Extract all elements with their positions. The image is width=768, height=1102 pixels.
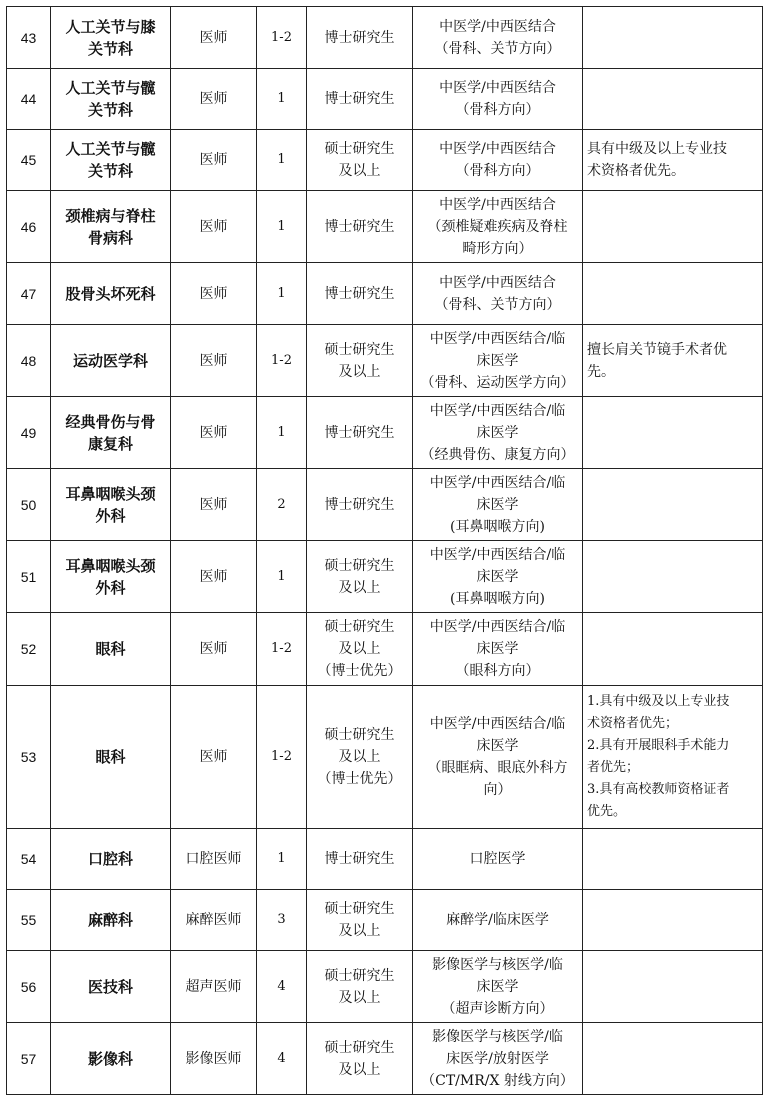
major-line: 中医学/中西医结合/临 [429,716,566,732]
department-line: 眼科 [95,748,126,766]
headcount: 1-2 [257,325,307,397]
major [413,7,583,69]
remarks [583,613,763,686]
education-line: 博士研究生 [324,91,395,107]
major-line: 床医学 [476,568,519,585]
department [51,613,171,686]
major-line: 床医学/放射医学 [446,1050,549,1067]
major-line: 中医学/中西医结合 [439,141,556,157]
major [413,613,583,686]
department-line: 医技科 [87,977,133,996]
education-line: 博士研究生 [324,851,395,867]
remarks [583,325,763,397]
department-line: 骨病科 [87,228,133,247]
education-line: 及以上 [338,579,381,596]
headcount: 1 [257,191,307,263]
education [307,829,413,890]
position: 医师 [171,613,257,686]
headcount: 1 [257,130,307,191]
department [51,69,171,130]
major [413,890,583,951]
department [51,951,171,1023]
department [51,469,171,541]
headcount: 1-2 [257,686,307,829]
position: 医师 [171,69,257,130]
row-number: 57 [7,1023,51,1095]
department-line: 经典骨伤与骨 [65,412,156,431]
table-row [7,1023,763,1095]
education [307,191,413,263]
major-line: （CT/MR/X 射线方向） [421,1072,574,1089]
major [413,1023,583,1095]
education [307,951,413,1023]
education [307,325,413,397]
position: 医师 [171,263,257,325]
remarks [583,829,763,890]
department-line: 股骨头坏死科 [65,284,156,303]
major-line: 中医学/中西医结合/临 [429,619,566,635]
row-number: 51 [7,541,51,613]
row-number: 44 [7,69,51,130]
major [413,397,583,469]
education-line: 博士研究生 [324,218,395,235]
major-line: 床医学 [476,424,519,441]
major-line: （骨科、关节方向） [434,296,561,313]
recruitment-table [6,6,763,1095]
education [307,541,413,613]
major-line: 床医学 [476,978,519,995]
major-line: （颈椎疑难疾病及脊柱 [427,218,568,235]
remarks-line: 2.具有开展眼科手术能力 [587,738,730,753]
headcount: 1 [257,541,307,613]
row-number: 52 [7,613,51,686]
major [413,325,583,397]
department [51,890,171,951]
major-line: 床医学 [476,738,519,754]
major [413,469,583,541]
table-row [7,541,763,613]
major-line: 中医学/中西医结合/临 [429,330,566,347]
remarks [583,130,763,191]
department [51,686,171,829]
remarks [583,191,763,263]
department-line: 人工关节与髋 [65,140,156,158]
position: 医师 [171,397,257,469]
major [413,69,583,130]
major [413,263,583,325]
education [307,613,413,686]
major-line: 麻醉学/临床医学 [446,912,549,928]
table-row [7,951,763,1023]
table-row [7,829,763,890]
remarks [583,890,763,951]
department-line: 关节科 [87,101,133,119]
position: 口腔医师 [171,829,257,890]
education-line: 及以上 [338,163,381,179]
remarks-line: 1.具有中级及以上专业技 [587,694,730,709]
headcount: 4 [257,951,307,1023]
position: 医师 [171,686,257,829]
table-row [7,69,763,130]
major-line: （超声诊断方向） [441,1000,554,1017]
major-line: （骨科方向） [455,163,540,179]
department-line: 康复科 [87,434,133,453]
position: 影像医师 [171,1023,257,1095]
table-row [7,263,763,325]
department [51,263,171,325]
position: 医师 [171,191,257,263]
education [307,7,413,69]
education-line: 博士研究生 [324,424,395,441]
row-number: 56 [7,951,51,1023]
education-line: 及以上 [338,363,381,380]
major-line: （骨科方向） [455,102,540,118]
remarks-line: 具有中级及以上专业技 [587,141,727,157]
major-line: （眼科方向） [455,663,540,679]
major-line: 中医学/中西医结合/临 [429,402,566,419]
education-line: （博士优先） [317,663,402,679]
education-line: 硕士研究生 [324,619,395,635]
major-line: （骨科、运动医学方向） [420,374,575,391]
position: 医师 [171,325,257,397]
department-line: 耳鼻咽喉头颈 [65,556,156,575]
row-number: 53 [7,686,51,829]
position: 超声医师 [171,951,257,1023]
education-line: 硕士研究生 [324,901,395,917]
major-line: 影像医学与核医学/临 [432,956,563,973]
remarks [583,469,763,541]
education [307,1023,413,1095]
headcount: 1 [257,829,307,890]
remarks-line: 擅长肩关节镜手术者优 [587,341,727,358]
row-number: 49 [7,397,51,469]
department-line: 外科 [95,506,126,525]
remarks [583,69,763,130]
education-line: 博士研究生 [324,29,395,46]
major [413,191,583,263]
major-line: 中医学/中西医结合 [439,196,556,213]
education [307,397,413,469]
position: 麻醉医师 [171,890,257,951]
department-line: 颈椎病与脊柱 [65,206,156,225]
table-row [7,613,763,686]
headcount: 4 [257,1023,307,1095]
major-line: 床医学 [476,352,519,369]
major-line: （眼眶病、眼底外科方 [427,760,568,776]
department-line: 口腔科 [87,850,133,868]
education-line: 硕士研究生 [324,341,395,358]
department [51,130,171,191]
remarks-line: 优先。 [587,804,627,819]
row-number: 46 [7,191,51,263]
education-line: 及以上 [338,923,381,939]
education-line: 及以上 [338,1061,381,1078]
major-line: 向） [483,782,512,798]
department [51,191,171,263]
headcount: 3 [257,890,307,951]
major-line: （经典骨伤、康复方向） [420,446,575,463]
remarks [583,541,763,613]
major-line: 床医学 [476,641,519,657]
department [51,829,171,890]
department-line: 人工关节与膝 [65,17,156,36]
education [307,130,413,191]
table-row [7,686,763,829]
major-line: 畸形方向） [462,240,533,257]
major-line: (耳鼻咽喉方向) [450,518,545,535]
major-line: 中医学/中西医结合 [439,274,556,291]
table-row [7,7,763,69]
headcount: 1 [257,263,307,325]
major [413,951,583,1023]
department [51,7,171,69]
table-row [7,890,763,951]
table-body [7,7,763,1095]
department [51,325,171,397]
headcount: 1 [257,397,307,469]
education-line: 及以上 [338,749,381,765]
position: 医师 [171,541,257,613]
table-row [7,191,763,263]
position: 医师 [171,469,257,541]
headcount: 1-2 [257,7,307,69]
remarks-line: 先。 [587,363,615,380]
department-line: 影像科 [87,1049,133,1068]
position: 医师 [171,130,257,191]
table-row [7,130,763,191]
remarks [583,7,763,69]
department [51,1023,171,1095]
table-row [7,469,763,541]
remarks-line: 术资格者优先； [587,716,679,731]
major-line: 中医学/中西医结合/临 [429,474,566,491]
remarks [583,1023,763,1095]
education-line: 硕士研究生 [324,557,395,574]
department [51,397,171,469]
remarks [583,951,763,1023]
major-line: 床医学 [476,496,519,513]
education-line: 硕士研究生 [324,967,395,984]
row-number: 43 [7,7,51,69]
department-line: 眼科 [95,640,126,658]
major-line: 影像医学与核医学/临 [432,1028,563,1045]
education-line: 硕士研究生 [324,141,395,157]
row-number: 54 [7,829,51,890]
department [51,541,171,613]
headcount: 1-2 [257,613,307,686]
education [307,469,413,541]
education [307,263,413,325]
department-line: 外科 [95,578,126,597]
major [413,829,583,890]
major-line: 口腔医学 [469,851,526,867]
education [307,69,413,130]
position: 医师 [171,7,257,69]
remarks [583,263,763,325]
row-number: 50 [7,469,51,541]
department-line: 麻醉科 [87,911,133,929]
table-row [7,397,763,469]
remarks-line: 者优先； [587,760,640,775]
row-number: 45 [7,130,51,191]
table-row [7,325,763,397]
remarks [583,397,763,469]
row-number: 55 [7,890,51,951]
major-line: （骨科、关节方向） [434,40,561,57]
education-line: 及以上 [338,989,381,1006]
major-line: 中医学/中西医结合 [439,80,556,96]
department-line: 关节科 [87,39,133,58]
department-line: 运动医学科 [72,351,148,370]
headcount: 1 [257,69,307,130]
education-line: 博士研究生 [324,285,395,302]
major [413,686,583,829]
education-line: （博士优先） [317,771,402,787]
education-line: 博士研究生 [324,496,395,513]
education [307,686,413,829]
major [413,130,583,191]
major-line: 中医学/中西医结合 [439,18,556,35]
education-line: 硕士研究生 [324,727,395,743]
education-line: 硕士研究生 [324,1039,395,1056]
remarks [583,686,763,829]
major-line: 中医学/中西医结合/临 [429,546,566,563]
department-line: 关节科 [87,162,133,180]
department-line: 耳鼻咽喉头颈 [65,484,156,503]
remarks-line: 3.具有高校教师资格证者 [587,782,730,797]
major [413,541,583,613]
row-number: 47 [7,263,51,325]
major-line: (耳鼻咽喉方向) [450,590,545,607]
department-line: 人工关节与髋 [65,79,156,97]
row-number: 48 [7,325,51,397]
education-line: 及以上 [338,641,381,657]
remarks-line: 术资格者优先。 [587,163,685,179]
headcount: 2 [257,469,307,541]
education [307,890,413,951]
